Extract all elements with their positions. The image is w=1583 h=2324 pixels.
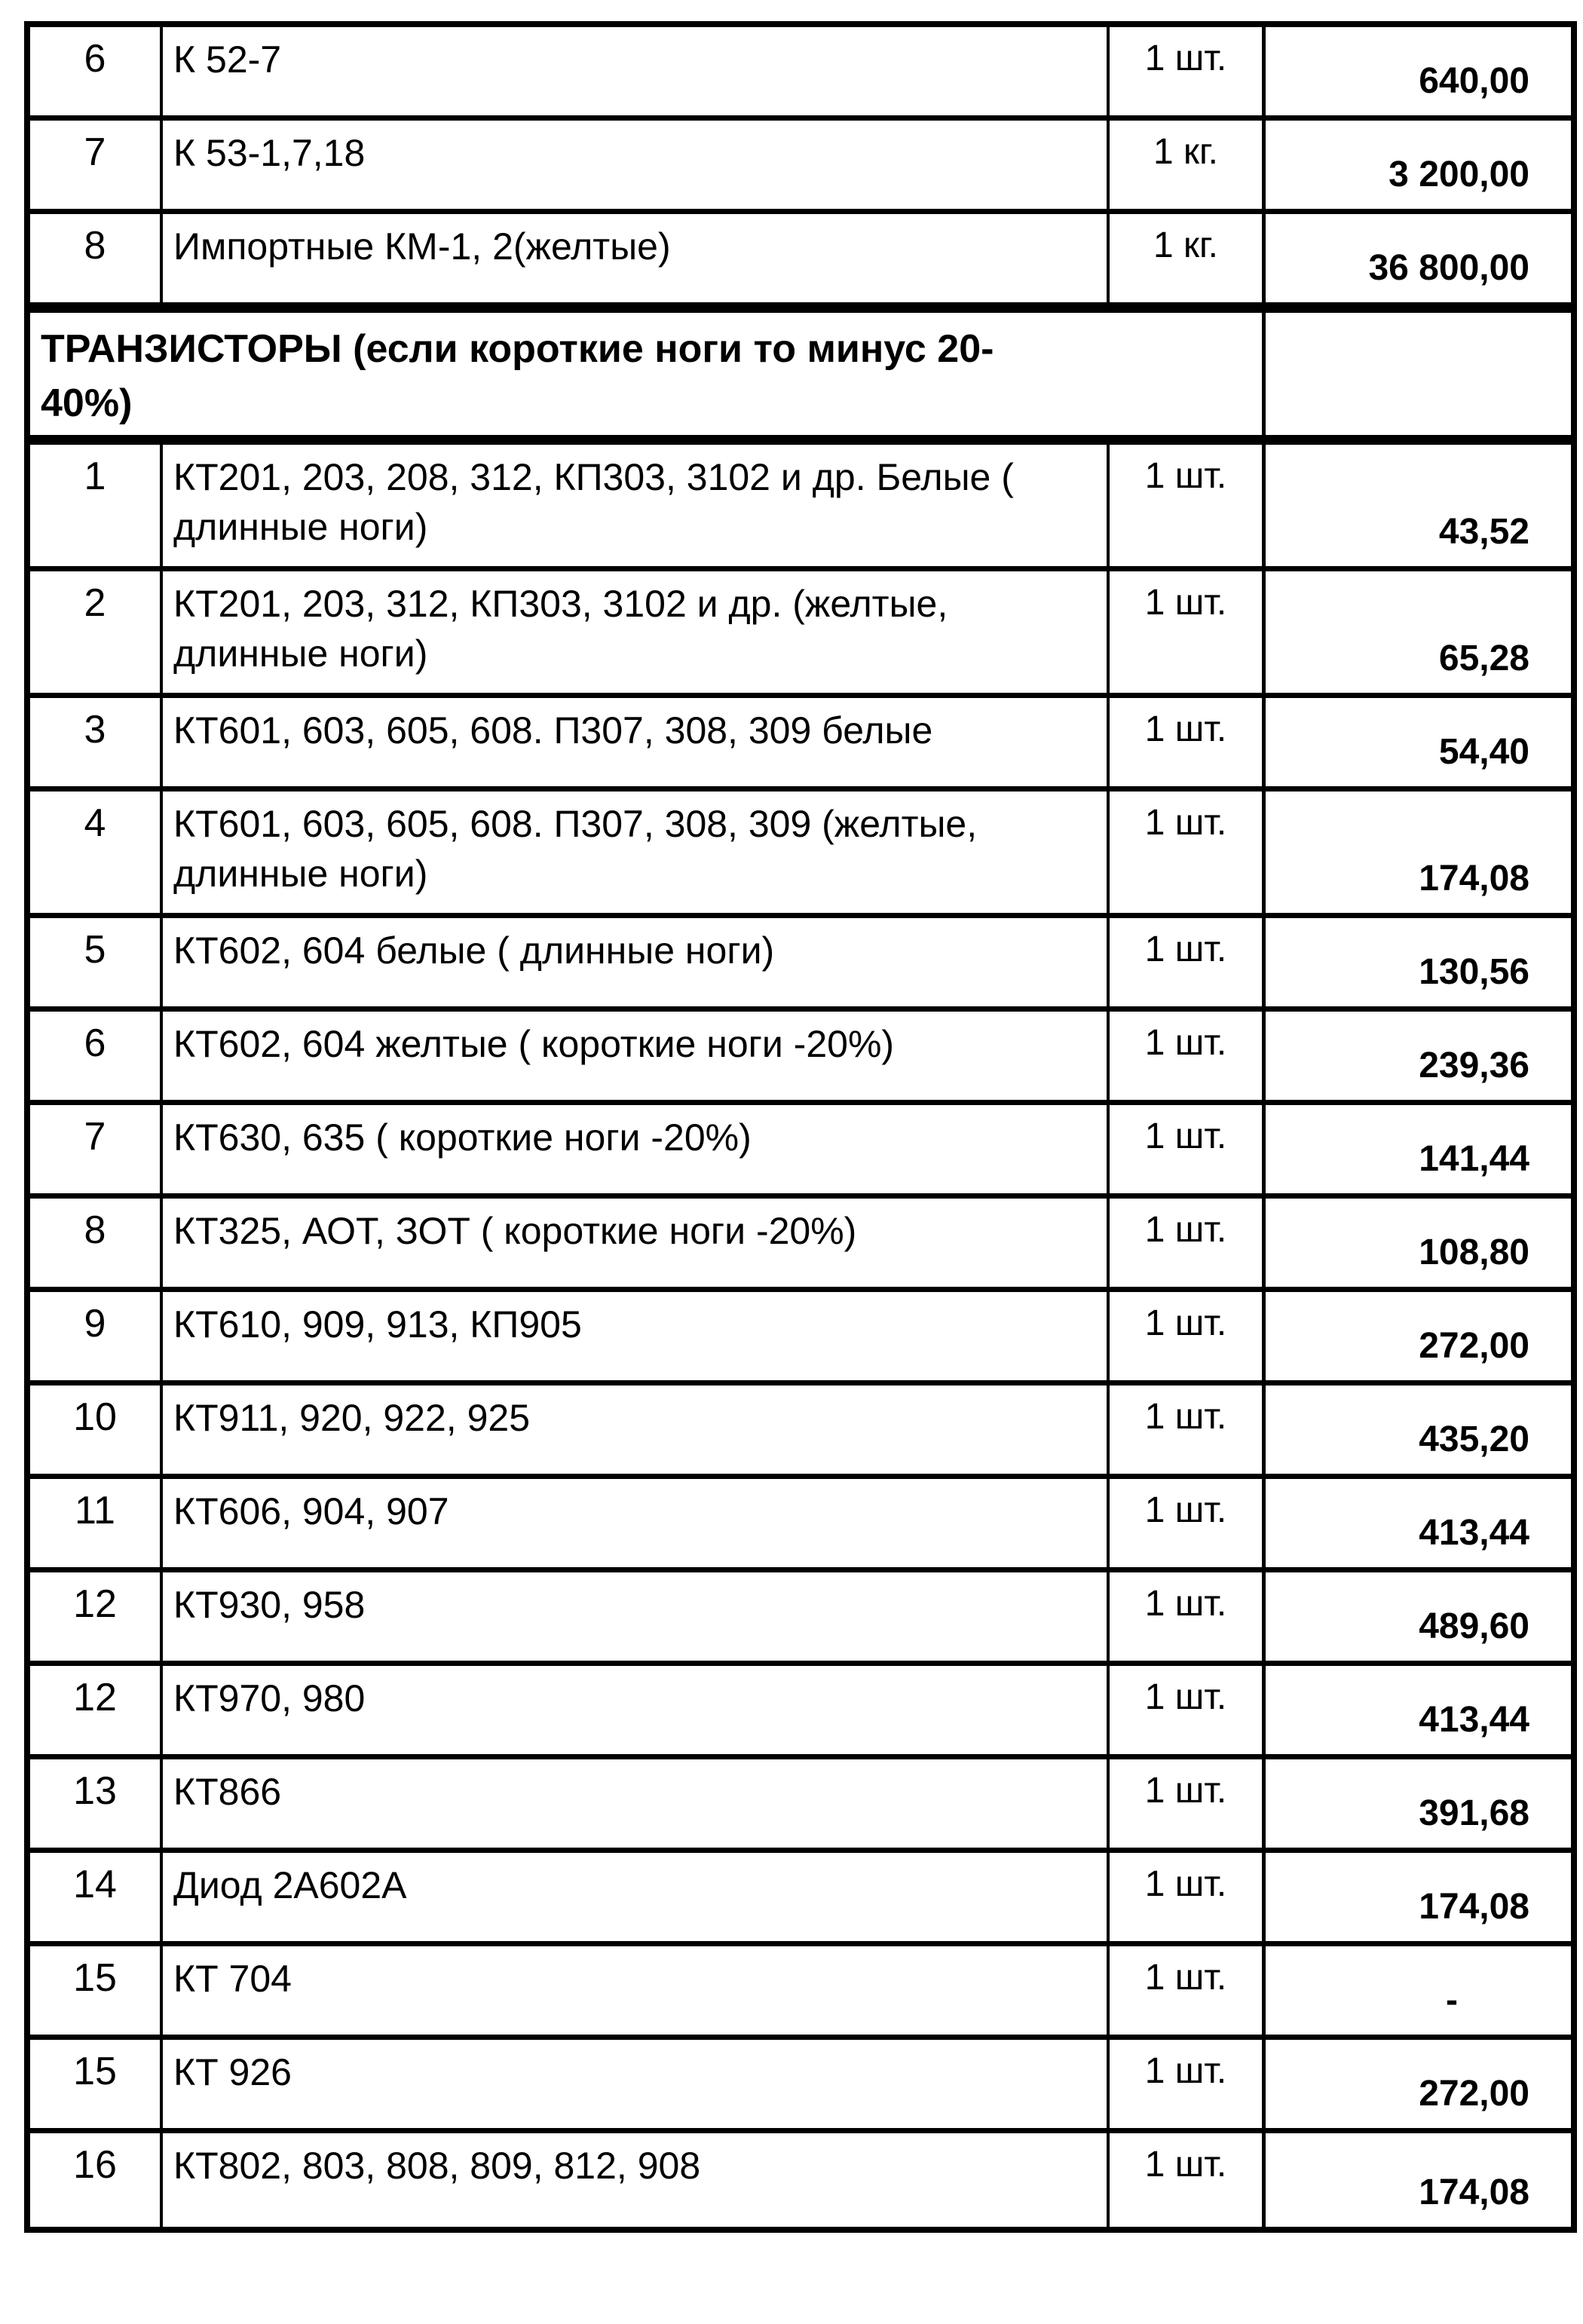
item-unit-cell: 1 шт. xyxy=(1107,1479,1262,1567)
row-number-cell: 6 xyxy=(84,37,106,81)
row-number-cell: 15 xyxy=(73,2050,117,2093)
table-row xyxy=(30,214,1571,308)
item-name-line-1: КТ866 xyxy=(173,1771,282,1813)
row-number-cell: 12 xyxy=(73,1582,117,1626)
item-unit-cell: 1 шт. xyxy=(1107,1292,1262,1380)
item-name-line-1: К 53-1,7,18 xyxy=(173,132,366,174)
table-row xyxy=(30,918,1571,1012)
item-name-cell xyxy=(160,2133,1107,2227)
row-number-cell: 7 xyxy=(84,1115,106,1159)
row-number-cell: 1 xyxy=(84,455,106,498)
item-price-cell: 108,80 xyxy=(1262,1199,1571,1287)
item-price-cell: 413,44 xyxy=(1262,1479,1571,1567)
item-name-cell xyxy=(160,1759,1107,1848)
item-price-cell: 174,08 xyxy=(1262,2133,1571,2227)
row-number-cell: 6 xyxy=(84,1021,106,1065)
item-name-cell xyxy=(160,1853,1107,1941)
table-row xyxy=(30,1012,1571,1105)
item-name-cell xyxy=(160,1386,1107,1474)
row-number-cell: 8 xyxy=(84,1208,106,1252)
item-name-cell xyxy=(160,2040,1107,2128)
item-price-cell: 174,08 xyxy=(1262,1853,1571,1941)
item-name-line-2: длинные ноги) xyxy=(173,853,428,895)
item-unit-cell: 1 шт. xyxy=(1107,1853,1262,1941)
item-unit-cell: 1 шт. xyxy=(1107,571,1262,693)
item-name-line-1: КТ201, 203, 208, 312, КП303, 3102 и др. Белые ( xyxy=(173,456,1014,498)
table-row xyxy=(30,1199,1571,1292)
row-number-cell: 3 xyxy=(84,708,106,752)
table-row xyxy=(30,2133,1571,2227)
item-price-cell: 36 800,00 xyxy=(1262,214,1571,302)
table-row xyxy=(30,698,1571,792)
item-price-cell: 640,00 xyxy=(1262,27,1571,115)
row-number-cell: 8 xyxy=(84,224,106,268)
item-unit-cell: 1 шт. xyxy=(1107,1666,1262,1754)
item-price-cell: 3 200,00 xyxy=(1262,121,1571,209)
item-price-cell: 54,40 xyxy=(1262,698,1571,786)
item-unit-cell: 1 шт. xyxy=(1107,1199,1262,1287)
item-unit-cell: 1 шт. xyxy=(1107,1105,1262,1193)
item-name-cell xyxy=(160,1479,1107,1567)
item-name-cell xyxy=(160,571,1107,693)
item-unit-cell: 1 шт. xyxy=(1107,1386,1262,1474)
item-name-line-2: 40%) xyxy=(41,381,133,425)
table-row xyxy=(30,308,1571,445)
item-name-line-2: длинные ноги) xyxy=(173,632,428,675)
item-unit-cell: 1 шт. xyxy=(1107,792,1262,913)
item-price-cell: 43,52 xyxy=(1262,445,1571,566)
item-price-cell: 272,00 xyxy=(1262,1292,1571,1380)
item-price-cell xyxy=(1262,313,1571,435)
item-name-line-1: КТ602, 604 желтые ( короткие ноги -20%) xyxy=(173,1023,895,1065)
item-name-line-1: КТ601, 603, 605, 608. П307, 308, 309 белые xyxy=(173,709,933,752)
item-name-cell xyxy=(30,313,1262,435)
item-price-cell: - xyxy=(1262,1946,1571,2035)
item-name-cell xyxy=(160,445,1107,566)
item-price-cell: 435,20 xyxy=(1262,1386,1571,1474)
table-row xyxy=(30,1292,1571,1386)
item-name-cell xyxy=(160,1666,1107,1754)
row-number-cell: 7 xyxy=(84,130,106,174)
item-unit-cell: 1 шт. xyxy=(1107,1759,1262,1848)
item-price-cell: 272,00 xyxy=(1262,2040,1571,2128)
row-number-cell: 12 xyxy=(73,1676,117,1719)
item-name-cell xyxy=(160,121,1107,209)
row-number-cell: 15 xyxy=(73,1956,117,2000)
item-price-cell: 239,36 xyxy=(1262,1012,1571,1100)
table-row xyxy=(30,27,1571,121)
item-name-cell xyxy=(160,1012,1107,1100)
item-price-cell: 130,56 xyxy=(1262,918,1571,1006)
item-name-line-1: КТ 926 xyxy=(173,2051,292,2093)
item-name-cell xyxy=(160,1946,1107,2035)
table-row xyxy=(30,445,1571,571)
item-unit-cell: 1 шт. xyxy=(1107,445,1262,566)
table-row xyxy=(30,1759,1571,1853)
row-number-cell: 13 xyxy=(73,1769,117,1813)
item-name-line-1: КТ930, 958 xyxy=(173,1584,366,1626)
item-unit-cell: 1 шт. xyxy=(1107,1946,1262,2035)
item-name-line-1: КТ606, 904, 907 xyxy=(173,1490,449,1532)
item-unit-cell: 1 шт. xyxy=(1107,2040,1262,2128)
table-row xyxy=(30,792,1571,918)
item-name-line-1: КТ802, 803, 808, 809, 812, 908 xyxy=(173,2145,701,2187)
table-row xyxy=(30,2040,1571,2133)
item-name-line-1: КТ201, 203, 312, КП303, 3102 и др. (желтые, xyxy=(173,583,948,625)
item-name-line-1: КТ610, 909, 913, КП905 xyxy=(173,1303,582,1346)
table-row xyxy=(30,1666,1571,1759)
table-row xyxy=(30,571,1571,698)
item-name-line-2: длинные ноги) xyxy=(173,506,428,548)
item-name-line-1: КТ325, АОТ, ЗОТ ( короткие ноги -20%) xyxy=(173,1210,857,1252)
table-row xyxy=(30,121,1571,214)
item-unit-cell: 1 шт. xyxy=(1107,1572,1262,1661)
item-unit-cell: 1 кг. xyxy=(1107,214,1262,302)
table-row xyxy=(30,1105,1571,1199)
item-price-cell: 489,60 xyxy=(1262,1572,1571,1661)
item-unit-cell: 1 шт. xyxy=(1107,698,1262,786)
table-row xyxy=(30,1479,1571,1572)
row-number-cell: 14 xyxy=(73,1863,117,1906)
row-number-cell: 5 xyxy=(84,928,106,972)
item-unit-cell: 1 шт. xyxy=(1107,918,1262,1006)
price-table xyxy=(24,21,1577,2233)
table-row xyxy=(30,1853,1571,1946)
item-name-line-1: Импортные КМ-1, 2(желтые) xyxy=(173,225,671,268)
item-name-line-1: КТ601, 603, 605, 608. П307, 308, 309 (желтые, xyxy=(173,803,978,845)
item-name-line-1: К 52-7 xyxy=(173,38,282,81)
row-number-cell: 16 xyxy=(73,2143,117,2187)
item-name-line-1: КТ630, 635 ( короткие ноги -20%) xyxy=(173,1116,752,1159)
item-unit-cell: 1 шт. xyxy=(1107,1012,1262,1100)
item-price-cell: 391,68 xyxy=(1262,1759,1571,1848)
row-number-cell: 9 xyxy=(84,1302,106,1346)
item-name-cell xyxy=(160,1199,1107,1287)
item-name-line-1: КТ911, 920, 922, 925 xyxy=(173,1397,530,1439)
item-name-cell xyxy=(160,918,1107,1006)
table-row xyxy=(30,1386,1571,1479)
item-price-cell: 141,44 xyxy=(1262,1105,1571,1193)
item-name-line-1: Диод 2А602А xyxy=(173,1864,407,1906)
item-name-line-1: КТ970, 980 xyxy=(173,1677,366,1719)
item-price-cell: 413,44 xyxy=(1262,1666,1571,1754)
row-number-cell: 10 xyxy=(73,1395,117,1439)
item-name-cell xyxy=(160,1105,1107,1193)
item-name-cell xyxy=(160,698,1107,786)
item-price-cell: 65,28 xyxy=(1262,571,1571,693)
item-name-line-1: КТ602, 604 белые ( длинные ноги) xyxy=(173,929,775,972)
item-name-cell xyxy=(160,792,1107,913)
row-number-cell: 2 xyxy=(84,581,106,625)
item-unit-cell: 1 кг. xyxy=(1107,121,1262,209)
item-unit-cell: 1 шт. xyxy=(1107,27,1262,115)
item-name-line-1: КТ 704 xyxy=(173,1958,292,2000)
item-name-cell xyxy=(160,1292,1107,1380)
table-row xyxy=(30,1946,1571,2040)
row-number-cell: 11 xyxy=(75,1489,115,1532)
item-price-cell: 174,08 xyxy=(1262,792,1571,913)
item-unit-cell: 1 шт. xyxy=(1107,2133,1262,2227)
item-name-cell xyxy=(160,27,1107,115)
item-name-cell xyxy=(160,1572,1107,1661)
item-name-line-1: ТРАНЗИСТОРЫ (если короткие ноги то минус 20- xyxy=(41,327,994,371)
table-row xyxy=(30,1572,1571,1666)
row-number-cell: 4 xyxy=(84,801,106,845)
item-name-cell xyxy=(160,214,1107,302)
